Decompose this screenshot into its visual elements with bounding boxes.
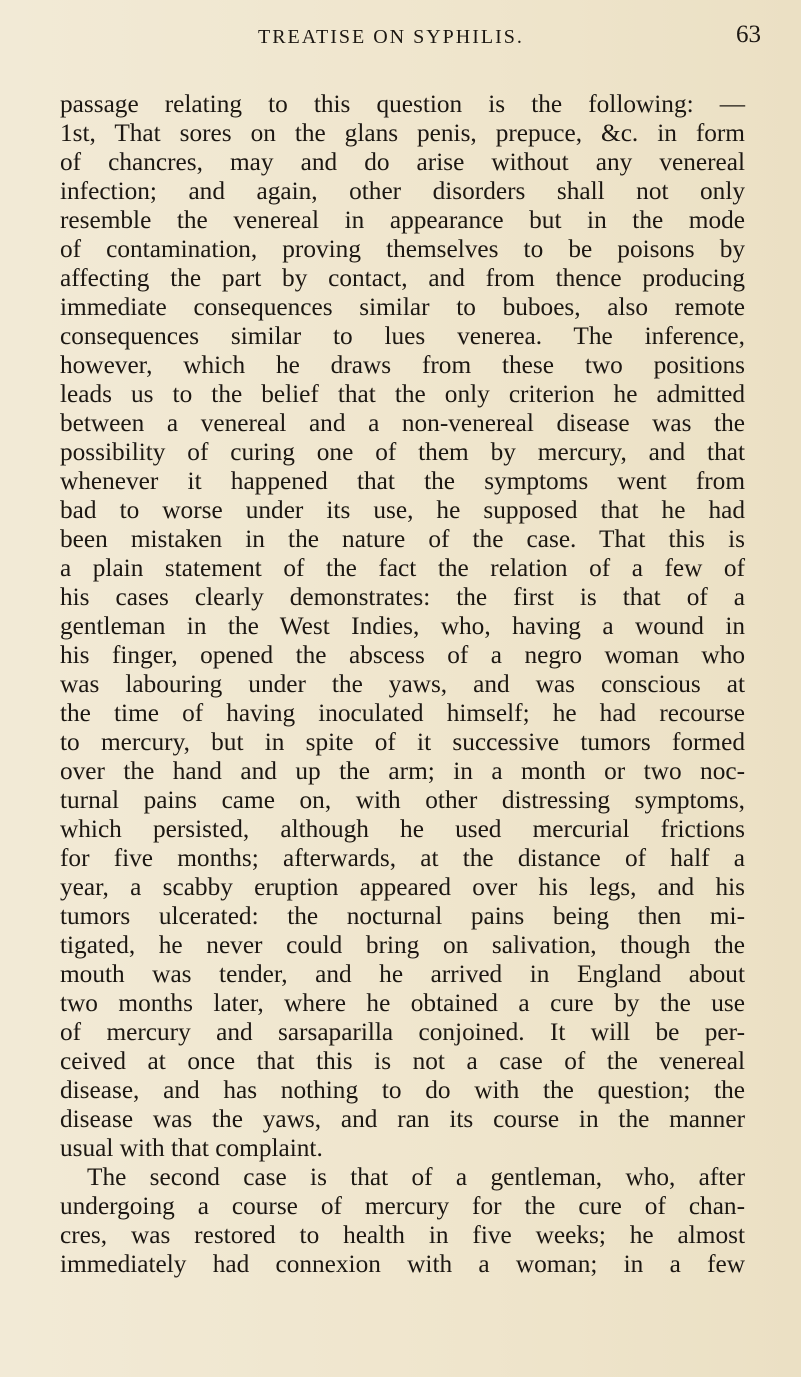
text-line: which persisted, although he used mercurial frictions <box>60 815 745 843</box>
text-line: his cases clearly demonstrates: the first is that of a <box>60 583 745 611</box>
text-line: affecting the part by contact, and from thence producing <box>60 264 745 292</box>
body-text <box>60 90 745 1279</box>
text-line: the time of having inoculated himself; he had recourse <box>60 699 745 727</box>
text-line: tumors ulcerated: the nocturnal pains being then mi- <box>60 902 745 930</box>
text-line: year, a scabby eruption appeared over his legs, and his <box>60 873 745 901</box>
text-line: tigated, he never could bring on salivation, though the <box>60 931 745 959</box>
text-line: been mistaken in the nature of the case. That this is <box>60 525 745 553</box>
text-line: bad to worse under its use, he supposed that he had <box>60 496 745 524</box>
text-line: for five months; afterwards, at the distance of half a <box>60 844 745 872</box>
text-line: whenever it happened that the symptoms went from <box>60 467 745 495</box>
text-line: 1st, That sores on the glans penis, prepuce, &c. in form <box>60 119 745 147</box>
text-line: to mercury, but in spite of it successive tumors formed <box>60 728 745 756</box>
text-line: of chancres, may and do arise without any venereal <box>60 148 745 176</box>
paragraph-end-line: usual with that complaint. <box>60 1134 323 1162</box>
text-line: however, which he draws from these two positions <box>60 351 745 379</box>
text-line: infection; and again, other disorders shall not only <box>60 177 745 205</box>
text-line: his finger, opened the abscess of a negro woman who <box>60 641 745 669</box>
text-line: leads us to the belief that the only criterion he admitted <box>60 380 745 408</box>
text-line: passage relating to this question is the following: — <box>60 90 745 118</box>
text-line: of contamination, proving themselves to be poisons by <box>60 235 745 263</box>
paragraph-start-line: The second case is that of a gentleman, who, after <box>87 1163 745 1191</box>
text-line: possibility of curing one of them by mercury, and that <box>60 438 745 466</box>
text-line: undergoing a course of mercury for the cure of chan- <box>60 1192 745 1220</box>
text-line: resemble the venereal in appearance but in the mode <box>60 206 745 234</box>
text-line: immediate consequences similar to buboes, also remote <box>60 293 745 321</box>
text-line: gentleman in the West Indies, who, having a wound in <box>60 612 745 640</box>
text-line: immediately had connexion with a woman; in a few <box>60 1250 745 1278</box>
text-line: a plain statement of the fact the relation of a few of <box>60 554 745 582</box>
text-line: cres, was restored to health in five weeks; he almost <box>60 1221 745 1249</box>
text-line: consequences similar to lues venerea. The inference, <box>60 322 745 350</box>
page-number: 63 <box>736 21 761 48</box>
text-line: two months later, where he obtained a cure by the use <box>60 989 745 1017</box>
text-line: disease was the yaws, and ran its course in the manner <box>60 1105 745 1133</box>
text-line: was labouring under the yaws, and was conscious at <box>60 670 745 698</box>
text-line: of mercury and sarsaparilla conjoined. It will be per- <box>60 1018 745 1046</box>
running-head <box>0 4 801 64</box>
text-line: turnal pains came on, with other distressing symptoms, <box>60 786 745 814</box>
text-line: mouth was tender, and he arrived in England about <box>60 960 745 988</box>
text-line: disease, and has nothing to do with the question; the <box>60 1076 745 1104</box>
text-line: between a venereal and a non-venereal disease was the <box>60 409 745 437</box>
text-line: ceived at once that this is not a case of the venereal <box>60 1047 745 1075</box>
running-title: TREATISE ON SYPHILIS. <box>258 26 524 48</box>
text-line: over the hand and up the arm; in a month or two noc- <box>60 757 745 785</box>
